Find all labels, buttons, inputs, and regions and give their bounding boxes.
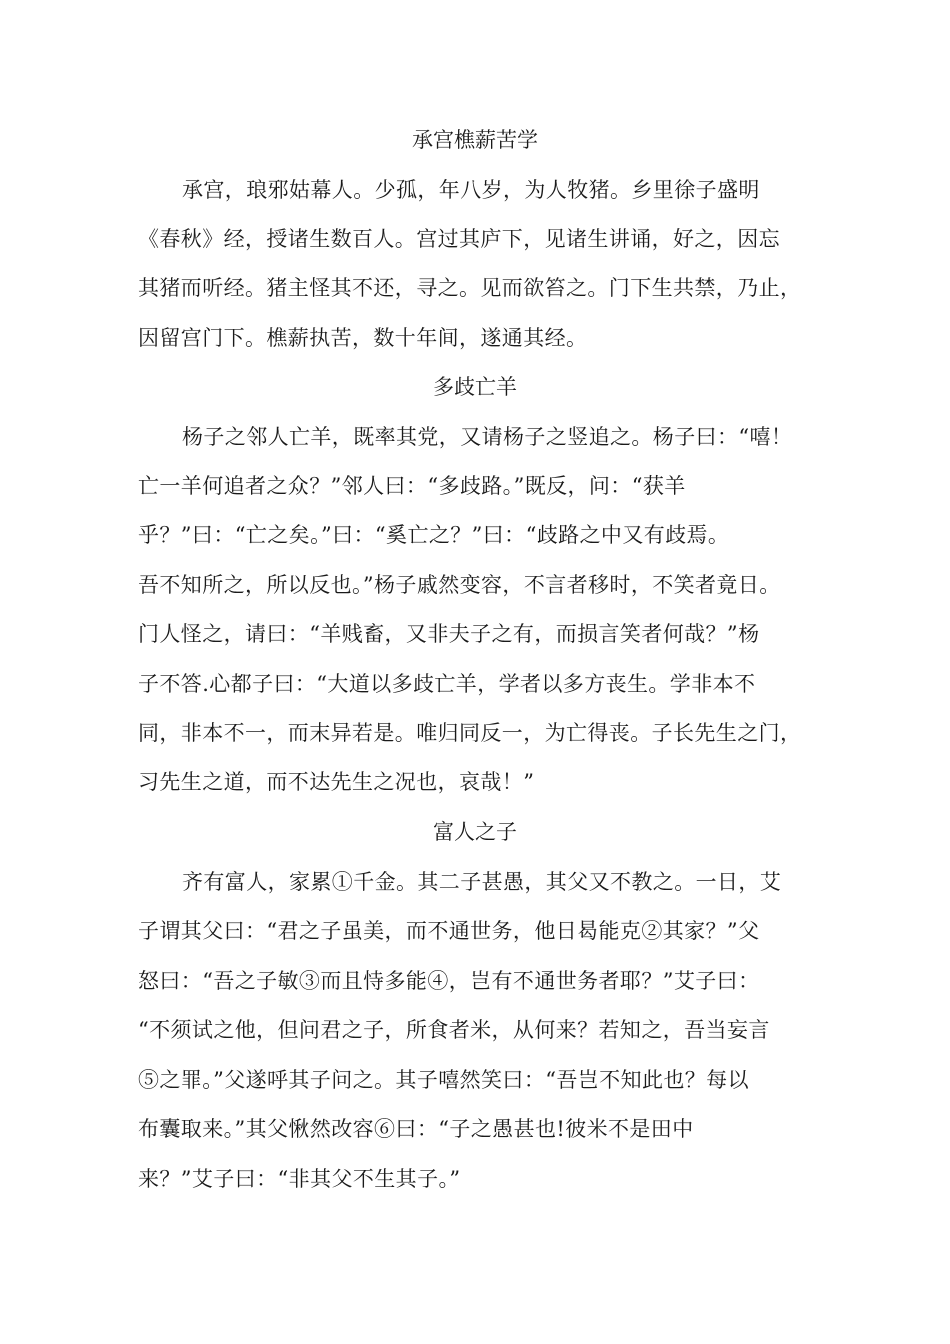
paragraph-line: 怒曰：“吾之子敏③而且恃多能④，岂有不通世务者耶？”艾子曰：	[138, 969, 760, 993]
paragraph-line: 亡一羊何追者之众？”邻人曰：“多歧路。”既反，问：“获羊	[138, 474, 686, 498]
paragraph-line: 杨子之邻人亡羊，既率其党，又请杨子之竖追之。杨子曰：“嘻！	[182, 425, 793, 449]
paragraph-line: 其猪而听经。猪主怪其不还，寻之。见而欲笞之。门下生共禁，乃止，	[138, 276, 802, 300]
paragraph-line: ⑤之罪。”父遂呼其子问之。其子嘻然笑曰：“吾岂不知此也？每以	[138, 1068, 749, 1092]
paragraph-line: 承宫，琅邪姑幕人。少孤，年八岁，为人牧猪。乡里徐子盛明	[182, 178, 760, 202]
paragraph-line: 门人怪之，请曰：“羊贱畜，又非夫子之有，而损言笑者何哉？”杨	[138, 622, 760, 646]
paragraph-line: 子谓其父曰：“君之子虽美，而不通世务，他日曷能克②其家？”父	[138, 919, 760, 943]
paragraph-line: 来？”艾子曰：“非其父不生其子。”	[138, 1167, 461, 1191]
section-title-chenggong: 承宫樵薪苦学	[412, 128, 538, 152]
paragraph-line: 齐有富人，家累①千金。其二子甚愚，其父又不教之。一日，艾	[182, 870, 782, 894]
paragraph-line: “不须试之他，但问君之子，所食者米，从何来？若知之，吾当妄言	[138, 1018, 770, 1042]
paragraph-line: 因留宫门下。樵薪执苦，数十年间，遂通其经。	[138, 326, 588, 350]
paragraph-line: 布囊取来。”其父愀然改容⑥曰：“子之愚甚也!彼米不是田中	[138, 1117, 694, 1141]
paragraph-line: 习先生之道，而不达先生之况也，哀哉！”	[138, 770, 535, 794]
paragraph-line: 《春秋》经，授诸生数百人。宫过其庐下，见诸生讲诵，好之，因忘	[138, 227, 780, 251]
section-title-duoqi: 多歧亡羊	[433, 375, 517, 399]
paragraph-line: 子不答.心都子曰：“大道以多歧亡羊，学者以多方丧生。学非本不	[138, 672, 756, 696]
section-title-furen: 富人之子	[433, 820, 517, 844]
paragraph-line: 同，非本不一，而末异若是。唯归同反一，为亡得丧。子长先生之门，	[138, 721, 802, 745]
paragraph-line: 乎？”曰：“亡之矣。”曰：“奚亡之？”曰：“歧路之中又有歧焉。	[138, 523, 730, 547]
paragraph-line: 吾不知所之，所以反也。”杨子戚然变容，不言者移时，不笑者竟日。	[138, 573, 781, 597]
